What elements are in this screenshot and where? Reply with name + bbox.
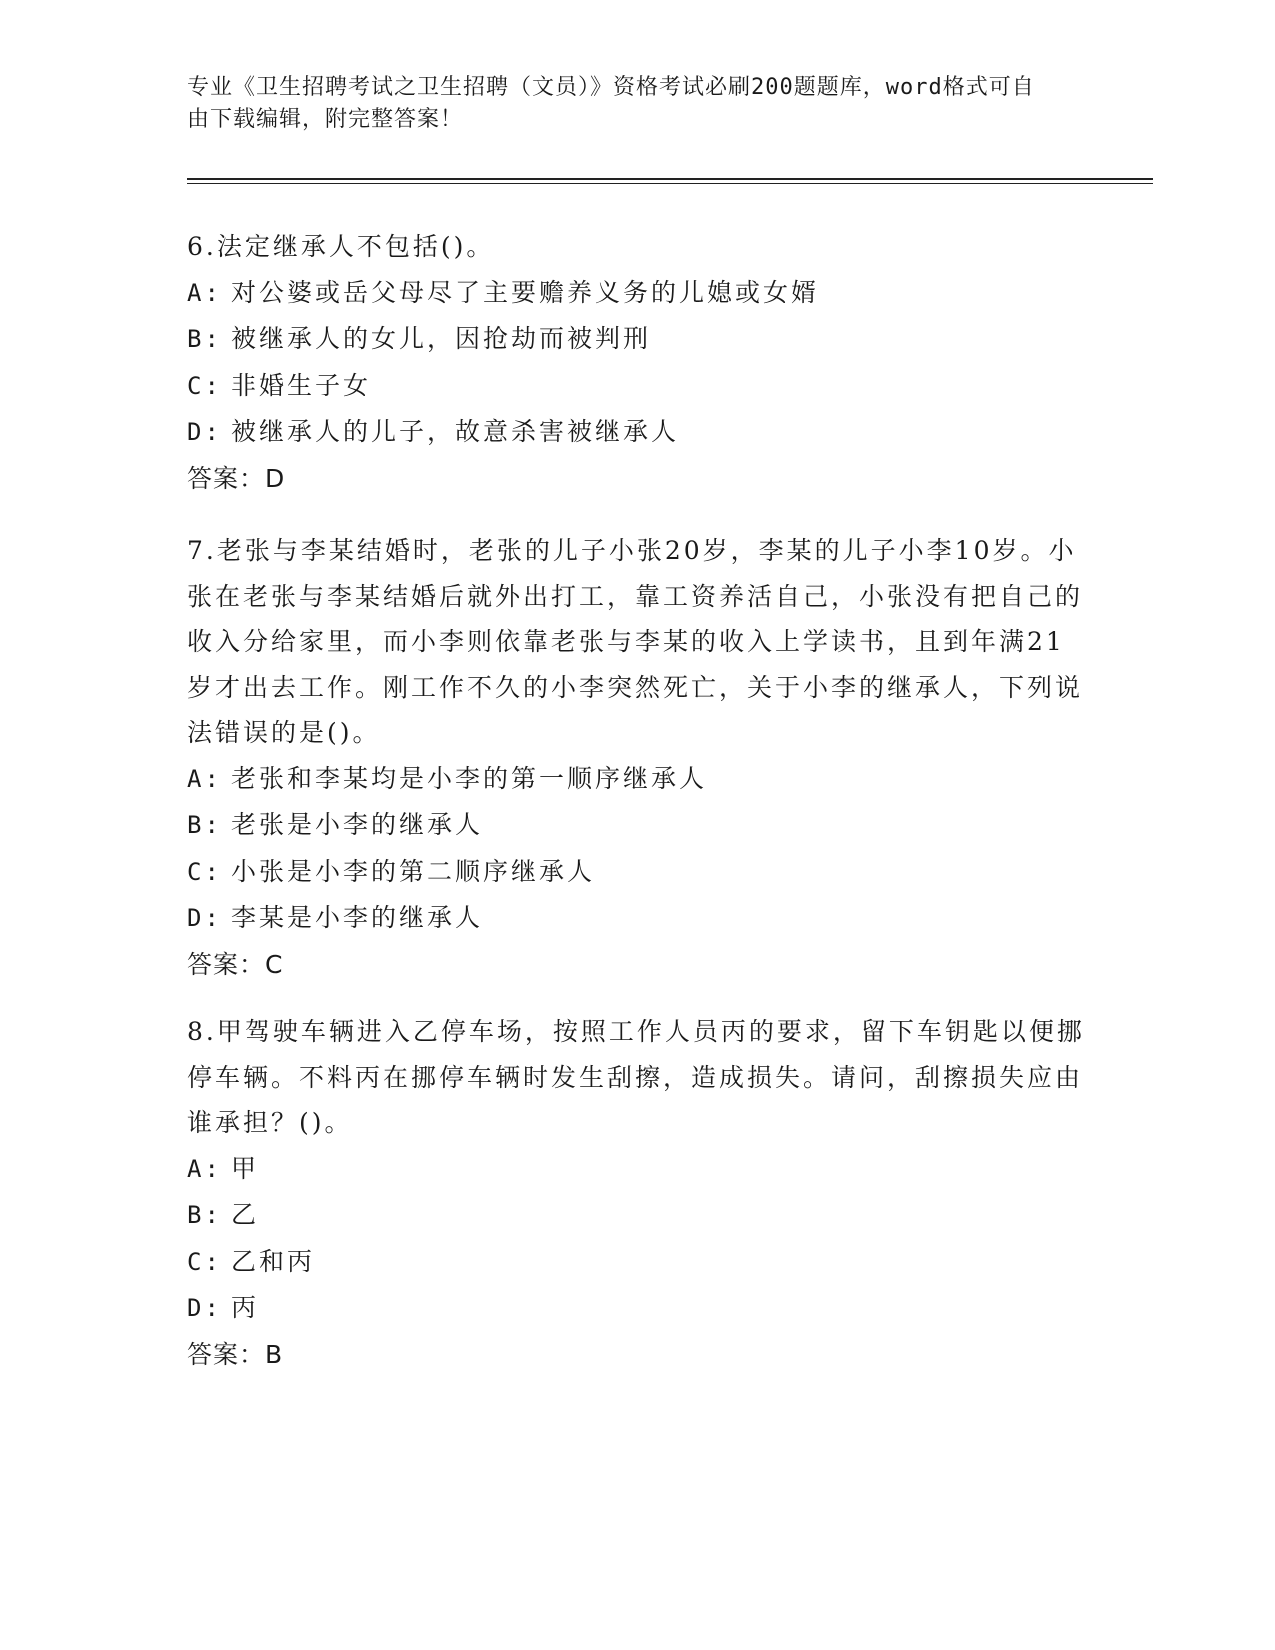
option-text: 丙 — [231, 1293, 260, 1322]
option-text: 老张是小李的继承人 — [231, 810, 484, 839]
option-key: A: — [187, 764, 222, 793]
question-stem: 7.老张与李某结婚时，老张的儿子小张20岁，李某的儿子小李10岁。小张在老张与李某结婚后就外出打工，靠工资养活自己，小张没有把自己的收入分给家里，而小李则依靠老张与李某的收入上学读书，且到年满21岁才出去工作。刚工作不久的小李突然死亡，关于小李的继承人，下列说法错误的是()。 — [187, 536, 1084, 747]
option-b — [187, 316, 1087, 363]
option-text: 乙 — [231, 1200, 260, 1229]
header-rule-thick — [187, 178, 1153, 180]
option-text: 对公婆或岳父母尽了主要赡养义务的儿媳或女婿 — [231, 277, 820, 307]
question-stem: 8.甲驾驶车辆进入乙停车场，按照工作人员丙的要求，留下车钥匙以便挪停车辆。不料丙在挪停车辆时发生刮擦，造成损失。请问，刮擦损失应由谁承担？()。 — [187, 1017, 1085, 1137]
option-key: B: — [187, 1201, 222, 1229]
option-key: D: — [187, 904, 222, 932]
header-rule-thin — [187, 183, 1153, 184]
option-text: 被继承人的女儿，因抢劫而被判刑 — [231, 324, 652, 353]
answer-line: 答案：C — [187, 949, 284, 979]
option-text: 老张和李某均是小李的第一顺序继承人 — [231, 763, 708, 793]
question-7 — [187, 528, 1087, 987]
option-a — [187, 270, 1087, 317]
option-key: A: — [187, 1154, 222, 1183]
option-key: C: — [187, 857, 222, 886]
answer-line: 答案：B — [187, 1339, 284, 1369]
option-text: 李某是小李的继承人 — [231, 903, 484, 932]
option-d — [187, 409, 1087, 456]
option-key: B: — [187, 811, 222, 839]
option-c — [187, 1239, 1087, 1286]
answer-line: 答案：D — [187, 463, 286, 493]
option-text: 被继承人的儿子，故意杀害被继承人 — [231, 417, 680, 446]
option-d — [187, 895, 1087, 942]
option-a — [187, 1146, 1087, 1193]
option-c — [187, 849, 1087, 896]
document-header: 专业《卫生招聘考试之卫生招聘（文员）》资格考试必刷200题题库，word格式可自由下载编辑，附完整答案！ — [187, 75, 1035, 132]
option-key: D: — [187, 1294, 222, 1322]
option-key: C: — [187, 1247, 222, 1276]
option-d — [187, 1285, 1087, 1332]
option-key: D: — [187, 418, 222, 446]
option-text: 甲 — [231, 1153, 260, 1183]
option-key: A: — [187, 278, 222, 307]
question-6 — [187, 224, 1087, 501]
option-key: B: — [187, 325, 222, 353]
option-c — [187, 363, 1087, 410]
option-b — [187, 1192, 1087, 1239]
option-b — [187, 802, 1087, 849]
option-text: 乙和丙 — [231, 1246, 316, 1276]
option-text: 小张是小李的第二顺序继承人 — [231, 856, 596, 886]
question-8 — [187, 1009, 1087, 1377]
option-text: 非婚生子女 — [231, 370, 372, 400]
option-key: C: — [187, 371, 222, 400]
question-stem: 6.法定继承人不包括()。 — [187, 232, 495, 261]
option-a — [187, 756, 1087, 803]
